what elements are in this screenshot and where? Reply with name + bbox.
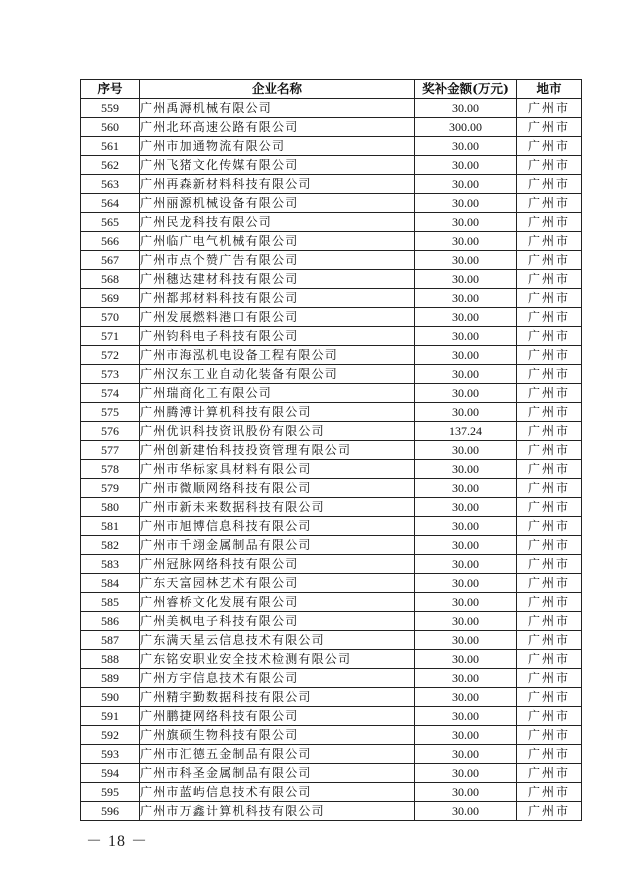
row-index: 595	[81, 783, 140, 802]
table-row	[81, 650, 582, 669]
row-city: 广州市	[517, 156, 582, 175]
row-amount: 30.00	[415, 327, 517, 346]
row-amount: 30.00	[415, 365, 517, 384]
row-company-name: 广州睿桥文化发展有限公司	[140, 593, 415, 612]
row-amount: 30.00	[415, 612, 517, 631]
row-index: 566	[81, 232, 140, 251]
row-amount: 30.00	[415, 707, 517, 726]
row-amount: 30.00	[415, 479, 517, 498]
header-amount: 奖补金额(万元)	[415, 80, 517, 99]
row-city: 广州市	[517, 650, 582, 669]
row-city: 广州市	[517, 346, 582, 365]
row-index: 589	[81, 669, 140, 688]
table-row	[81, 517, 582, 536]
row-index: 576	[81, 422, 140, 441]
row-company-name: 广州冠脉网络科技有限公司	[140, 555, 415, 574]
row-amount: 30.00	[415, 137, 517, 156]
row-company-name: 广州市汇德五金制品有限公司	[140, 745, 415, 764]
row-city: 广州市	[517, 384, 582, 403]
table-row	[81, 289, 582, 308]
row-city: 广州市	[517, 365, 582, 384]
table-row	[81, 498, 582, 517]
row-index: 583	[81, 555, 140, 574]
row-amount: 30.00	[415, 232, 517, 251]
row-city: 广州市	[517, 460, 582, 479]
row-company-name: 广州市蓝屿信息技术有限公司	[140, 783, 415, 802]
row-company-name: 广州禹溽机械有限公司	[140, 99, 415, 118]
header-city: 地市	[517, 80, 582, 99]
table-row	[81, 802, 582, 821]
row-index: 573	[81, 365, 140, 384]
row-index: 562	[81, 156, 140, 175]
table-row	[81, 403, 582, 422]
row-city: 广州市	[517, 498, 582, 517]
table-row	[81, 574, 582, 593]
row-city: 广州市	[517, 726, 582, 745]
header-index: 序号	[81, 80, 140, 99]
row-city: 广州市	[517, 479, 582, 498]
row-index: 587	[81, 631, 140, 650]
row-company-name: 广州创新建怡科技投资管理有限公司	[140, 441, 415, 460]
row-company-name: 广州再森新材料科技有限公司	[140, 175, 415, 194]
row-amount: 30.00	[415, 99, 517, 118]
row-city: 广州市	[517, 631, 582, 650]
row-company-name: 广州临广电气机械有限公司	[140, 232, 415, 251]
table-row	[81, 365, 582, 384]
table-row	[81, 422, 582, 441]
row-index: 574	[81, 384, 140, 403]
row-company-name: 广州鹏捷网络科技有限公司	[140, 707, 415, 726]
row-amount: 30.00	[415, 631, 517, 650]
table-row	[81, 479, 582, 498]
table-header-row	[81, 80, 582, 99]
row-company-name: 广州市点个赞广告有限公司	[140, 251, 415, 270]
table-row	[81, 783, 582, 802]
row-index: 571	[81, 327, 140, 346]
row-amount: 30.00	[415, 802, 517, 821]
row-city: 广州市	[517, 783, 582, 802]
row-company-name: 广州都邦材料科技有限公司	[140, 289, 415, 308]
row-company-name: 广州优识科技资讯股份有限公司	[140, 422, 415, 441]
table-row	[81, 441, 582, 460]
row-company-name: 广州精宇勤数据科技有限公司	[140, 688, 415, 707]
row-city: 广州市	[517, 308, 582, 327]
row-amount: 300.00	[415, 118, 517, 137]
row-index: 591	[81, 707, 140, 726]
table-row	[81, 156, 582, 175]
table-row	[81, 745, 582, 764]
row-city: 广州市	[517, 403, 582, 422]
row-company-name: 广州方宇信息技术有限公司	[140, 669, 415, 688]
row-amount: 30.00	[415, 498, 517, 517]
row-company-name: 广州发展燃料港口有限公司	[140, 308, 415, 327]
table-row	[81, 612, 582, 631]
row-city: 广州市	[517, 137, 582, 156]
row-city: 广州市	[517, 441, 582, 460]
table-body	[81, 99, 582, 821]
table-row	[81, 175, 582, 194]
row-city: 广州市	[517, 669, 582, 688]
page-number: － 18 －	[86, 833, 149, 850]
row-company-name: 广州市微顺网络科技有限公司	[140, 479, 415, 498]
row-company-name: 广州钧科电子科技有限公司	[140, 327, 415, 346]
row-company-name: 广州市千翊金属制品有限公司	[140, 536, 415, 555]
row-index: 575	[81, 403, 140, 422]
row-city: 广州市	[517, 251, 582, 270]
row-city: 广州市	[517, 232, 582, 251]
table-row	[81, 631, 582, 650]
row-index: 560	[81, 118, 140, 137]
row-index: 581	[81, 517, 140, 536]
row-city: 广州市	[517, 517, 582, 536]
row-index: 586	[81, 612, 140, 631]
table-row	[81, 460, 582, 479]
row-index: 569	[81, 289, 140, 308]
row-amount: 30.00	[415, 270, 517, 289]
row-city: 广州市	[517, 612, 582, 631]
row-company-name: 广州市海泓机电设备工程有限公司	[140, 346, 415, 365]
row-company-name: 广东铭安职业安全技术检测有限公司	[140, 650, 415, 669]
table-row	[81, 593, 582, 612]
table-row	[81, 327, 582, 346]
row-company-name: 广州市加通物流有限公司	[140, 137, 415, 156]
table-row	[81, 346, 582, 365]
table-row	[81, 232, 582, 251]
row-company-name: 广州穗达建材科技有限公司	[140, 270, 415, 289]
row-city: 广州市	[517, 555, 582, 574]
row-company-name: 广州美枫电子科技有限公司	[140, 612, 415, 631]
row-index: 572	[81, 346, 140, 365]
table-row	[81, 137, 582, 156]
row-index: 588	[81, 650, 140, 669]
row-city: 广州市	[517, 194, 582, 213]
row-company-name: 广东天富园林艺术有限公司	[140, 574, 415, 593]
row-amount: 30.00	[415, 745, 517, 764]
table-row	[81, 99, 582, 118]
table-row	[81, 669, 582, 688]
row-city: 广州市	[517, 175, 582, 194]
table-row	[81, 384, 582, 403]
row-amount: 30.00	[415, 593, 517, 612]
header-company: 企业名称	[140, 80, 415, 99]
row-company-name: 广州民龙科技有限公司	[140, 213, 415, 232]
row-index: 593	[81, 745, 140, 764]
table-row	[81, 726, 582, 745]
row-index: 561	[81, 137, 140, 156]
row-company-name: 广州汉东工业自动化装备有限公司	[140, 365, 415, 384]
row-amount: 30.00	[415, 650, 517, 669]
row-city: 广州市	[517, 99, 582, 118]
row-amount: 30.00	[415, 251, 517, 270]
table-row	[81, 213, 582, 232]
row-index: 565	[81, 213, 140, 232]
row-company-name: 广州飞猪文化传媒有限公司	[140, 156, 415, 175]
row-city: 广州市	[517, 536, 582, 555]
row-index: 568	[81, 270, 140, 289]
table-row	[81, 707, 582, 726]
row-city: 广州市	[517, 688, 582, 707]
row-company-name: 广州市科圣金属制品有限公司	[140, 764, 415, 783]
row-index: 570	[81, 308, 140, 327]
row-index: 590	[81, 688, 140, 707]
row-amount: 30.00	[415, 574, 517, 593]
row-amount: 30.00	[415, 213, 517, 232]
row-city: 广州市	[517, 707, 582, 726]
row-city: 广州市	[517, 327, 582, 346]
row-amount: 30.00	[415, 460, 517, 479]
row-amount: 137.24	[415, 422, 517, 441]
row-index: 594	[81, 764, 140, 783]
row-amount: 30.00	[415, 156, 517, 175]
row-amount: 30.00	[415, 517, 517, 536]
table-row	[81, 270, 582, 289]
row-amount: 30.00	[415, 764, 517, 783]
row-company-name: 广州北环高速公路有限公司	[140, 118, 415, 137]
row-city: 广州市	[517, 422, 582, 441]
row-company-name: 广州瑞商化工有限公司	[140, 384, 415, 403]
row-index: 580	[81, 498, 140, 517]
row-amount: 30.00	[415, 346, 517, 365]
row-city: 广州市	[517, 745, 582, 764]
row-index: 563	[81, 175, 140, 194]
row-amount: 30.00	[415, 688, 517, 707]
row-city: 广州市	[517, 574, 582, 593]
row-company-name: 广州市华标家具材料有限公司	[140, 460, 415, 479]
row-company-name: 广州旗硕生物科技有限公司	[140, 726, 415, 745]
row-amount: 30.00	[415, 783, 517, 802]
table-row	[81, 118, 582, 137]
row-amount: 30.00	[415, 384, 517, 403]
row-company-name: 广州市万鑫计算机科技有限公司	[140, 802, 415, 821]
subsidy-table	[80, 79, 582, 821]
row-amount: 30.00	[415, 289, 517, 308]
table-row	[81, 308, 582, 327]
row-amount: 30.00	[415, 536, 517, 555]
row-index: 584	[81, 574, 140, 593]
table-row	[81, 536, 582, 555]
row-amount: 30.00	[415, 441, 517, 460]
row-amount: 30.00	[415, 175, 517, 194]
row-amount: 30.00	[415, 403, 517, 422]
row-city: 广州市	[517, 764, 582, 783]
row-city: 广州市	[517, 213, 582, 232]
table-row	[81, 688, 582, 707]
table-row	[81, 251, 582, 270]
row-company-name: 广州丽源机械设备有限公司	[140, 194, 415, 213]
row-city: 广州市	[517, 118, 582, 137]
row-amount: 30.00	[415, 308, 517, 327]
row-company-name: 广东满天星云信息技术有限公司	[140, 631, 415, 650]
row-index: 559	[81, 99, 140, 118]
table-row	[81, 764, 582, 783]
row-index: 578	[81, 460, 140, 479]
row-city: 广州市	[517, 270, 582, 289]
row-index: 577	[81, 441, 140, 460]
row-index: 592	[81, 726, 140, 745]
row-company-name: 广州腾溥计算机科技有限公司	[140, 403, 415, 422]
row-index: 582	[81, 536, 140, 555]
row-amount: 30.00	[415, 669, 517, 688]
row-index: 585	[81, 593, 140, 612]
row-amount: 30.00	[415, 555, 517, 574]
row-index: 579	[81, 479, 140, 498]
row-company-name: 广州市新未来数据科技有限公司	[140, 498, 415, 517]
table-row	[81, 194, 582, 213]
row-index: 564	[81, 194, 140, 213]
row-index: 567	[81, 251, 140, 270]
row-city: 广州市	[517, 593, 582, 612]
table-row	[81, 555, 582, 574]
row-amount: 30.00	[415, 726, 517, 745]
row-index: 596	[81, 802, 140, 821]
row-company-name: 广州市旭博信息科技有限公司	[140, 517, 415, 536]
row-amount: 30.00	[415, 194, 517, 213]
row-city: 广州市	[517, 289, 582, 308]
row-city: 广州市	[517, 802, 582, 821]
